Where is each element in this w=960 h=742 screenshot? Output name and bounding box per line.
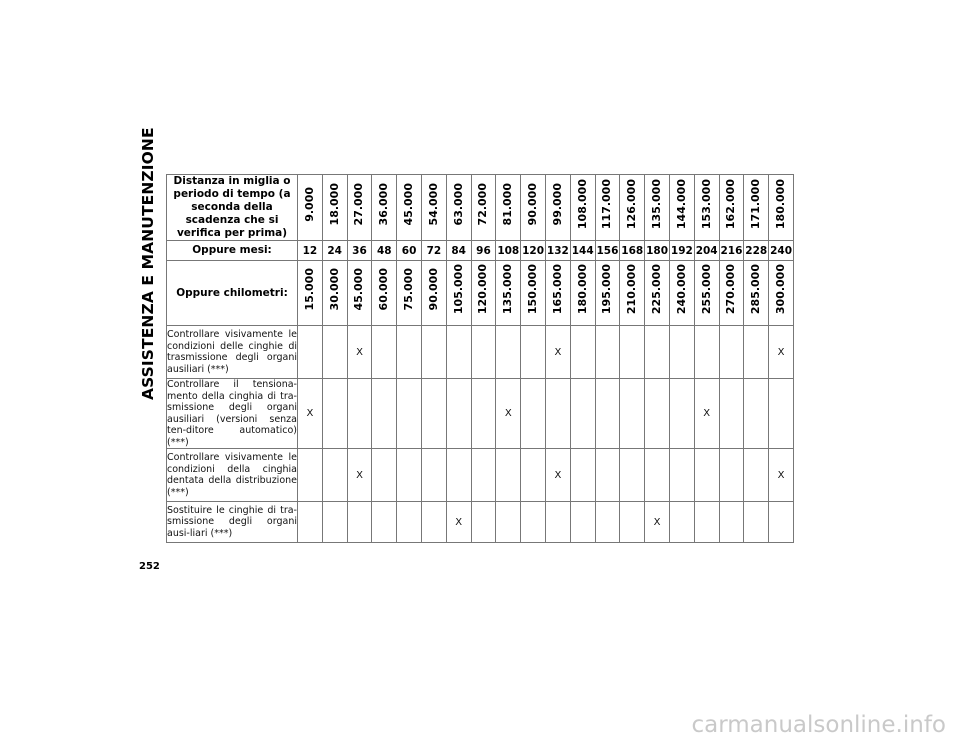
miles-value: [669, 175, 694, 241]
miles-value: [545, 175, 570, 241]
miles-value-label: 180.000: [774, 178, 788, 230]
km-value: [421, 261, 446, 326]
schedule-mark: [446, 326, 471, 379]
miles-value: [298, 175, 323, 241]
schedule-mark: X: [545, 326, 570, 379]
miles-value-label: 45.000: [402, 182, 416, 226]
miles-value-label: 126.000: [625, 178, 639, 230]
miles-value: [694, 175, 719, 241]
miles-value: [421, 175, 446, 241]
schedule-mark: X: [298, 379, 323, 449]
schedule-mark: [620, 326, 645, 379]
months-value: 12: [298, 241, 323, 261]
task-description: Controllare il tensiona-mento della cinghia di tra-smissione degli organi ausiliari (versioni senza ten-ditore automatico) (***): [167, 379, 297, 448]
months-value: 180: [645, 241, 670, 261]
months-value: 228: [744, 241, 769, 261]
km-value-label: 120.000: [476, 264, 490, 315]
schedule-mark: [521, 449, 546, 502]
miles-value: [595, 175, 620, 241]
km-value: [446, 261, 471, 326]
schedule-mark: [347, 379, 372, 449]
miles-value: [372, 175, 397, 241]
km-value: [719, 261, 744, 326]
km-value-label: 180.000: [575, 264, 589, 315]
km-value: [471, 261, 496, 326]
schedule-mark: [719, 326, 744, 379]
schedule-mark: [545, 379, 570, 449]
miles-value-label: 81.000: [501, 182, 515, 226]
km-value-label: 105.000: [451, 264, 465, 315]
km-value-label: 285.000: [749, 264, 763, 315]
km-value: [347, 261, 372, 326]
maintenance-row: [167, 449, 794, 502]
km-value-label: 150.000: [526, 264, 540, 315]
km-value: [620, 261, 645, 326]
miles-value: [446, 175, 471, 241]
maintenance-row: [167, 326, 794, 379]
miles-value: [322, 175, 347, 241]
km-value-label: 210.000: [625, 264, 639, 315]
schedule-mark: [421, 449, 446, 502]
months-value: 216: [719, 241, 744, 261]
schedule-mark: [397, 449, 422, 502]
months-header: Oppure mesi:: [167, 241, 298, 261]
miles-header: Distanza in miglia o periodo di tempo (a seconda della scadenza che si verifica per prima): [167, 175, 298, 241]
schedule-mark: [421, 326, 446, 379]
months-value: 48: [372, 241, 397, 261]
schedule-mark: [372, 449, 397, 502]
months-value: 132: [545, 241, 570, 261]
task-description: Sostituire le cinghie di tra-smissione degli organi ausi-liari (***): [167, 502, 298, 543]
miles-value-label: 63.000: [451, 182, 465, 226]
months-value: 144: [570, 241, 595, 261]
miles-value-label: 54.000: [426, 182, 440, 226]
months-value: 96: [471, 241, 496, 261]
miles-value: [570, 175, 595, 241]
km-value: [769, 261, 794, 326]
schedule-mark: [471, 326, 496, 379]
miles-value: [397, 175, 422, 241]
schedule-mark: [570, 326, 595, 379]
schedule-mark: [521, 326, 546, 379]
schedule-mark: [298, 502, 323, 543]
schedule-mark: [744, 449, 769, 502]
km-value: [645, 261, 670, 326]
schedule-mark: [669, 502, 694, 543]
schedule-mark: [595, 502, 620, 543]
watermark: carmanualsonline.info: [691, 712, 946, 738]
miles-value-label: 171.000: [749, 178, 763, 230]
maintenance-row: [167, 379, 794, 449]
miles-value: [521, 175, 546, 241]
km-value: [496, 261, 521, 326]
schedule-mark: [669, 449, 694, 502]
months-value: 84: [446, 241, 471, 261]
miles-row: [167, 175, 794, 241]
km-value: [669, 261, 694, 326]
schedule-mark: X: [645, 502, 670, 543]
schedule-mark: [769, 502, 794, 543]
months-value: 156: [595, 241, 620, 261]
km-value-label: 195.000: [600, 264, 614, 315]
schedule-mark: [446, 379, 471, 449]
miles-value-label: 144.000: [674, 178, 688, 230]
km-value: [595, 261, 620, 326]
maintenance-row: [167, 502, 794, 543]
schedule-mark: [719, 449, 744, 502]
months-value: 120: [521, 241, 546, 261]
schedule-mark: [322, 449, 347, 502]
schedule-mark: [570, 502, 595, 543]
schedule-mark: X: [496, 379, 521, 449]
schedule-mark: [744, 326, 769, 379]
km-value: [744, 261, 769, 326]
km-value-label: 30.000: [327, 268, 341, 311]
schedule-mark: [719, 379, 744, 449]
km-value-label: 165.000: [550, 264, 564, 315]
schedule-mark: [719, 502, 744, 543]
km-value-label: 75.000: [402, 268, 416, 311]
schedule-mark: [645, 379, 670, 449]
months-value: 204: [694, 241, 719, 261]
miles-value-label: 135.000: [650, 178, 664, 230]
schedule-mark: [397, 502, 422, 543]
schedule-mark: [694, 449, 719, 502]
task-description: Controllare visivamente le condizioni delle cinghie di trasmissione degli organi ausiliari (***): [167, 326, 298, 379]
km-value-label: 90.000: [426, 268, 440, 311]
miles-value-label: 162.000: [724, 178, 738, 230]
schedule-mark: [744, 379, 769, 449]
schedule-mark: [620, 502, 645, 543]
schedule-mark: [471, 502, 496, 543]
months-value: 240: [769, 241, 794, 261]
schedule-mark: [645, 449, 670, 502]
schedule-mark: [496, 326, 521, 379]
months-value: 72: [421, 241, 446, 261]
schedule-mark: [645, 326, 670, 379]
section-title: ASSISTENZA E MANUTENZIONE: [139, 127, 157, 400]
schedule-mark: [521, 502, 546, 543]
schedule-mark: [471, 379, 496, 449]
schedule-mark: [545, 502, 570, 543]
schedule-mark: [694, 326, 719, 379]
schedule-mark: [397, 379, 422, 449]
miles-value: [496, 175, 521, 241]
schedule-mark: [521, 379, 546, 449]
months-value: 60: [397, 241, 422, 261]
schedule-mark: [372, 502, 397, 543]
miles-value: [769, 175, 794, 241]
km-value: [545, 261, 570, 326]
km-value: [322, 261, 347, 326]
schedule-mark: X: [347, 449, 372, 502]
miles-value-label: 99.000: [550, 182, 564, 226]
miles-value-label: 90.000: [526, 182, 540, 226]
km-value-label: 225.000: [650, 264, 664, 315]
schedule-mark: [669, 326, 694, 379]
schedule-mark: [446, 449, 471, 502]
miles-value: [719, 175, 744, 241]
km-value-label: 135.000: [501, 264, 515, 315]
schedule-mark: [769, 379, 794, 449]
km-header: Oppure chilometri:: [167, 261, 298, 326]
schedule-mark: X: [769, 326, 794, 379]
schedule-mark: [620, 449, 645, 502]
km-value-label: 300.000: [774, 264, 788, 315]
km-value-label: 15.000: [302, 268, 316, 311]
km-value: [397, 261, 422, 326]
km-value: [372, 261, 397, 326]
maintenance-schedule-table: [166, 174, 794, 543]
schedule-mark: [298, 326, 323, 379]
km-value-label: 45.000: [352, 268, 366, 311]
schedule-mark: [595, 379, 620, 449]
schedule-mark: [421, 502, 446, 543]
months-value: 192: [669, 241, 694, 261]
page-number: 252: [139, 561, 160, 572]
miles-value: [744, 175, 769, 241]
km-row: [167, 261, 794, 326]
km-value-label: 60.000: [377, 268, 391, 311]
miles-value-label: 153.000: [699, 178, 713, 230]
schedule-mark: [496, 449, 521, 502]
schedule-mark: X: [446, 502, 471, 543]
months-row: [167, 241, 794, 261]
miles-value-label: 117.000: [600, 178, 614, 230]
schedule-mark: [620, 379, 645, 449]
schedule-mark: [397, 326, 422, 379]
months-value: 108: [496, 241, 521, 261]
miles-value-label: 108.000: [575, 178, 589, 230]
miles-value: [347, 175, 372, 241]
schedule-mark: [421, 379, 446, 449]
miles-value-label: 18.000: [327, 182, 341, 226]
schedule-mark: [322, 379, 347, 449]
miles-value: [620, 175, 645, 241]
schedule-mark: X: [694, 379, 719, 449]
schedule-mark: [372, 326, 397, 379]
schedule-mark: X: [545, 449, 570, 502]
km-value: [570, 261, 595, 326]
schedule-mark: [570, 449, 595, 502]
schedule-mark: [347, 502, 372, 543]
km-value: [694, 261, 719, 326]
km-value: [298, 261, 323, 326]
km-value-label: 255.000: [699, 264, 713, 315]
schedule-mark: X: [347, 326, 372, 379]
task-description: Controllare visivamente le condizioni della cinghia dentata della distribuzione (***): [167, 449, 298, 502]
schedule-mark: [372, 379, 397, 449]
schedule-mark: [744, 502, 769, 543]
schedule-mark: [595, 326, 620, 379]
miles-value-label: 27.000: [352, 182, 366, 226]
miles-value-label: 9.000: [302, 186, 316, 222]
schedule-mark: [496, 502, 521, 543]
months-value: 168: [620, 241, 645, 261]
schedule-mark: X: [769, 449, 794, 502]
schedule-mark: [595, 449, 620, 502]
schedule-mark: [471, 449, 496, 502]
miles-value-label: 72.000: [476, 182, 490, 226]
schedule-mark: [570, 379, 595, 449]
schedule-mark: [322, 502, 347, 543]
months-value: 24: [322, 241, 347, 261]
schedule-mark: [322, 326, 347, 379]
km-value-label: 240.000: [674, 264, 688, 315]
schedule-mark: [669, 379, 694, 449]
schedule-mark: [298, 449, 323, 502]
months-value: 36: [347, 241, 372, 261]
km-value-label: 270.000: [724, 264, 738, 315]
miles-value-label: 36.000: [377, 182, 391, 226]
miles-value: [471, 175, 496, 241]
miles-value: [645, 175, 670, 241]
schedule-mark: [694, 502, 719, 543]
km-value: [521, 261, 546, 326]
